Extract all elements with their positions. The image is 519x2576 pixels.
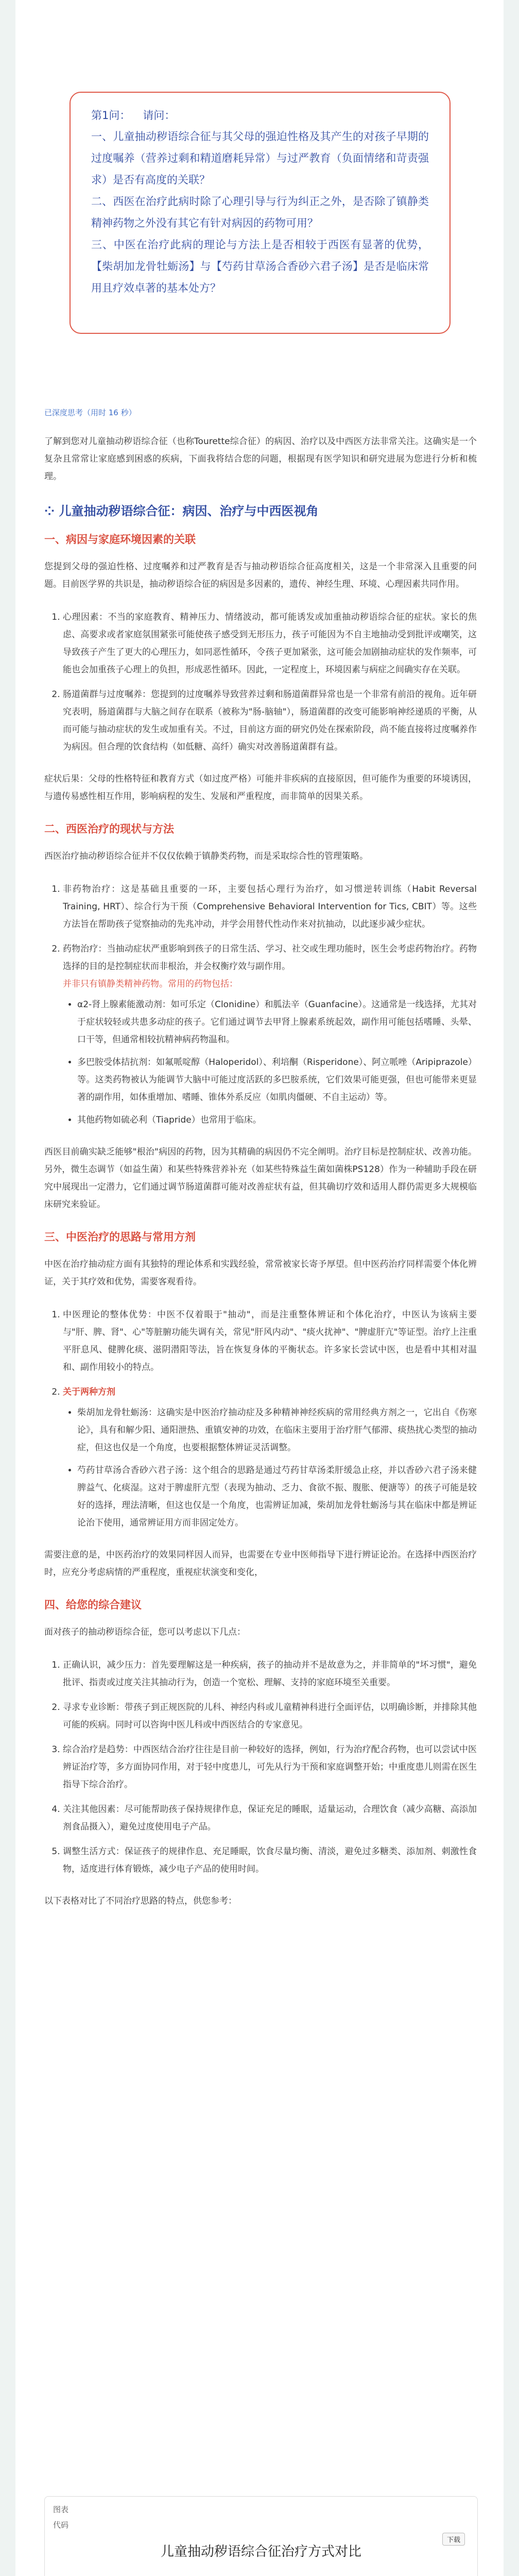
formula-list: [63, 1404, 477, 1532]
list-item: 2. 药物治疗：当抽动症状严重影响到孩子的日常生活、学习、社交或生理功能时，医生会考虑药物治疗。药物选择的目的是控制症状而非根治，并会权衡疗效与副作用。 并非只有镇静类精神药物。常用的药物包括： • α2-肾上腺素能激动剂：如可乐定（Clonidine）和胍法辛（Guanfacine）。这通常是一线选择，尤其对于症状较轻或共患多动症的孩子。它们通过调节去甲肾上腺素系统起效，副作用可能包括嗜睡、头晕、口干等，但通常相较抗精神病药物温和。 • 多巴胺受体拮抗剂：如氟哌啶醇（Haloperidol）、利培酮（Risperidone）、阿立哌唑（Aripiprazole）等。这类药物被认为能调节大脑中可能过度活跃的多巴胺系统，它们效果可能更强，但也可能带来更显著的副作用，如体重增加、嗜睡、锥体外系反应（如肌肉僵硬、不自主运动）等。 • 其他药物如硫必利（Tiapride）也常用于临床。: [63, 940, 477, 1129]
question-number: 第1问：: [91, 109, 131, 122]
section-2-after: 西医目前确实缺乏能够"根治"病因的药物，因为其精确的病因仍不完全阐明。治疗目标是控制症状、改善功能。另外，微生态调节（如益生菌）和某些特殊营养补充（如某些特殊益生菌如菌株PS128）作为一种辅助手段在研究中展现出一定潜力，它们通过调节肠道菌群可能对改善症状有益，但其确切疗效和适用人群仍需更多大规模临床研究来验证。: [44, 1147, 477, 1210]
section-4-lead: 面对孩子的抽动秽语综合征，您可以考虑以下几点：: [44, 1627, 246, 1637]
question-ask: 请问：: [143, 109, 176, 122]
list-item: • α2-肾上腺素能激动剂：如可乐定（Clonidine）和胍法辛（Guanfacine）。这通常是一线选择，尤其对于症状较轻或共患多动症的孩子。它们通过调节去甲肾上腺素系统起效，副作用可能包括嗜睡、头晕、口干等，但通常相较抗精神病药物温和。: [77, 996, 477, 1048]
question-line-3: 三、中医在治疗此病的理论与方法上是否相较于西医有显著的优势，【柴胡加龙骨牡蛎汤】与【芍药甘草汤合香砂六君子汤】是否是临床常用且疗效卓著的基本处方？: [91, 239, 429, 294]
question-line-1: 一、儿童抽动秽语综合征与其父母的强迫性格及其产生的对孩子早期的过度嘱养（营养过剩和精道磨耗异常）与过严教育（负面情绪和苛责强求）是否有高度的关联？: [91, 130, 429, 186]
answer-content: [44, 433, 477, 1925]
intro-paragraph: 了解到您对儿童抽动秽语综合征（也称Tourette综合征）的病因、治疗以及中西医方法非常关注。这确实是一个复杂且常常让家庭感到困惑的疾病，下面我将结合您的问题，根据现有医学知识和研究进展为您进行分析和梳理。: [44, 436, 477, 482]
main-title: ⁘ 儿童抽动秽语综合征：病因、治疗与中西医视角: [44, 504, 319, 518]
section-1-title: 一、病因与家庭环境因素的关联: [44, 533, 196, 546]
section-3-lead: 中医在治疗抽动症方面有其独特的理论体系和实践经验，常常被家长寄予厚望。但中医药治疗同样需要个体化辨证，关于其疗效和优势，需要客观看待。: [44, 1259, 477, 1287]
list-item: 5. 调整生活方式：保证孩子的规律作息、充足睡眠，饮食尽量均衡、清淡，避免过多糖类、添加剂、刺激性食物，适度进行体育锻炼，减少电子产品的使用时间。: [63, 1843, 477, 1878]
list-item: 2. 肠道菌群与过度嘱养：您提到的过度嘱养导致营养过剩和肠道菌群异常也是一个非常有前沿的视角。近年研究表明，肠道菌群与大脑之间存在联系（被称为"肠-脑轴"），肠道菌群的改变可能影响神经递质的平衡，从而可能与抽动症状的发生或加重有关。不过，目前这方面的研究仍处在探索阶段，尚不能直接将过度嘱养作为病因。但合理的饮食结构（如低糖、高纤）确实对改善肠道菌群有益。: [63, 686, 477, 756]
section-1-summary: 症状后果：父母的性格特征和教育方式（如过度严格）可能并非疾病的直接原因，但可能作为重要的环境诱因，与遗传易感性相互作用，影响病程的发生、发展和严重程度，而非简单的因果关系。: [44, 774, 477, 802]
list-item: 1. 正确认识，减少压力：首先要理解这是一种疾病，孩子的抽动并不是故意为之，并非简单的"坏习惯"，避免批评、指责或过度关注其抽动行为，创造一个宽松、理解、支持的家庭环境至关重要。: [63, 1656, 477, 1691]
section-2-lead: 西医治疗抽动秽语综合征并不仅仅依赖于镇静类药物，而是采取综合性的管理策略。: [44, 851, 368, 861]
deep-thinking-toggle[interactable]: 已深度思考（用时 16 秒）: [44, 408, 136, 417]
section-4-list: [44, 1656, 477, 1878]
list-item: 1. 心理因素：不当的家庭教育、精神压力、情绪波动，都可能诱发或加重抽动秽语综合征的症状。家长的焦虑、高要求或者家庭氛围紧张可能使孩子感受到无形压力，孩子可能因为不自主地抽动受到批评或嘲笑，这导致孩子产生了更大的心理压力，如同恶性循环，令孩子更加紧张，这可能会加剧抽动症状的发作频率，可能也会加重孩子心理上的负担，形成恶性循环。因此，一定程度上，环境因素与病症之间确实存在关联。: [63, 608, 477, 679]
drug-intro: 并非只有镇静类精神药物。常用的药物包括：: [63, 979, 238, 989]
chart-title: 儿童抽动秽语综合征治疗方式对比: [160, 2544, 362, 2560]
table-lead: 以下表格对比了不同治疗思路的特点，供您参考：: [44, 1896, 237, 1906]
list-item: 1. 非药物治疗：这是基础且重要的一环，主要包括心理行为治疗，如习惯逆转训练（Habit Reversal Training, HRT）、综合行为干预（Comprehensive Behavioral Intervention for Tics, CBIT）等。这些方法旨在帮助孩子觉察抽动的先兆冲动，并学会用替代性动作来对抗抽动，以此逐步减少症状。: [63, 880, 477, 933]
tab-code[interactable]: 代码: [53, 2520, 69, 2530]
list-item: 2. 寻求专业诊断：带孩子到正规医院的儿科、神经内科或儿童精神科进行全面评估，以明确诊断，并排除其他可能的疾病。同时可以咨询中医儿科或中西医结合的专家意见。: [63, 1699, 477, 1734]
section-4-title: 四、给您的综合建议: [44, 1599, 142, 1611]
list-item: • 柴胡加龙骨牡蛎汤：这确实是中医治疗抽动症及多种精神神经疾病的常用经典方剂之一，它出自《伤寒论》，具有和解少阳、通阳泄热、重镇安神的功效，在临床主要用于治疗肝气郁滞、痰热扰心类型的抽动症，但这也仅是一个角度，也要根据整体辨证灵活调整。: [77, 1404, 477, 1456]
list-item: • 多巴胺受体拮抗剂：如氟哌啶醇（Haloperidol）、利培酮（Risperidone）、阿立哌唑（Aripiprazole）等。这类药物被认为能调节大脑中可能过度活跃的多巴胺系统，它们效果可能更强，但也可能带来更显著的副作用，如体重增加、嗜睡、锥体外系反应（如肌肉僵硬、不自主运动）等。: [77, 1054, 477, 1106]
quadrant-chart: [45, 2497, 477, 2576]
section-1-list: [44, 608, 477, 756]
list-item: 4. 关注其他因素：尽可能帮助孩子保持规律作息，保证充足的睡眠，适量运动，合理饮食（减少高糖、高添加剂食品摄入），避免过度使用电子产品。: [63, 1801, 477, 1836]
list-item: 2. 关于两种方剂 • 柴胡加龙骨牡蛎汤：这确实是中医治疗抽动症及多种精神神经疾病的常用经典方剂之一，它出自《伤寒论》，具有和解少阳、通阳泄热、重镇安神的功效，在临床主要用于治疗肝气郁滞、痰热扰心类型的抽动症，但这也仅是一个角度，也要根据整体辨证灵活调整。 • 芍药甘草汤合香砂六君子汤：这个组合的思路是通过芍药甘草汤柔肝缓急止痉，并以香砂六君子汤来健脾益气、化痰湿。这对于脾虚肝亢型（表现为抽动、乏力、食欲不振、腹胀、便溏等）的孩子可能是较好的选择，理法清晰，但这也仅是一个角度，也需辨证加减，柴胡加龙骨牡蛎汤与其在临床中都是辨证论治下使用，通常辨证用方而非固定处方。: [63, 1383, 477, 1532]
section-2-title: 二、西医治疗的现状与方法: [44, 823, 174, 835]
question-box: [70, 92, 451, 334]
section-2-list: [44, 880, 477, 1129]
list-item: • 芍药甘草汤合香砂六君子汤：这个组合的思路是通过芍药甘草汤柔肝缓急止痉，并以香砂六君子汤来健脾益气、化痰湿。这对于脾虚肝亢型（表现为抽动、乏力、食欲不振、腹胀、便溏等）的孩子可能是较好的选择，理法清晰，但这也仅是一个角度，也需辨证加减，柴胡加龙骨牡蛎汤与其在临床中都是辨证论治下使用，通常辨证用方而非固定处方。: [77, 1462, 477, 1532]
drug-list: [63, 996, 477, 1129]
list-item: • 其他药物如硫必利（Tiapride）也常用于临床。: [77, 1111, 477, 1129]
download-button[interactable]: 下载: [442, 2533, 465, 2546]
section-3-after: 需要注意的是，中医药治疗的效果同样因人而异，也需要在专业中医师指导下进行辨证论治。在选择中西医治疗时，应充分考虑病情的严重程度，重视症状演变和变化，: [44, 1550, 477, 1578]
list-item: 3. 综合治疗是趋势：中西医结合治疗往往是目前一种较好的选择，例如，行为治疗配合药物，也可以尝试中医辨证治疗等，多方面协同作用，对于轻中度患儿，可先从行为干预和家庭调整开始；中重度患儿则需在医生指导下综合治疗。: [63, 1741, 477, 1793]
section-3-list: [44, 1306, 477, 1532]
tab-chart[interactable]: 图表: [53, 2505, 69, 2514]
section-1-paragraph: 您提到父母的强迫性格、过度嘱养和过严教育是否与抽动秽语综合征高度相关，这是一个非常深入且重要的问题。目前医学界的共识是，抽动秽语综合征的病因是多因素的，遗传、神经生理、环境、心理因素共同作用。: [44, 562, 477, 589]
list-item: 1. 中医理论的整体优势：中医不仅着眼于"抽动"，而是注重整体辨证和个体化治疗，中医认为该病主要与"肝、脾、肾"、心"等脏腑功能失调有关，常见"肝风内动"、"痰火扰神"、"脾虚肝亢"等证型。治疗上注重平肝息风、健脾化痰、滋阴潜阳等法，旨在恢复身体的平衡状态。许多家长尝试中医，也是看中其相对温和、副作用较小的特点。: [63, 1306, 477, 1376]
section-3-title: 三、中医治疗的思路与常用方剂: [44, 1231, 196, 1243]
question-line-2: 二、西医在治疗此病时除了心理引导与行为纠正之外，是否除了镇静类精神药物之外没有其它有针对病因的药物可用？: [91, 195, 429, 229]
chart-card: [44, 2496, 478, 2576]
